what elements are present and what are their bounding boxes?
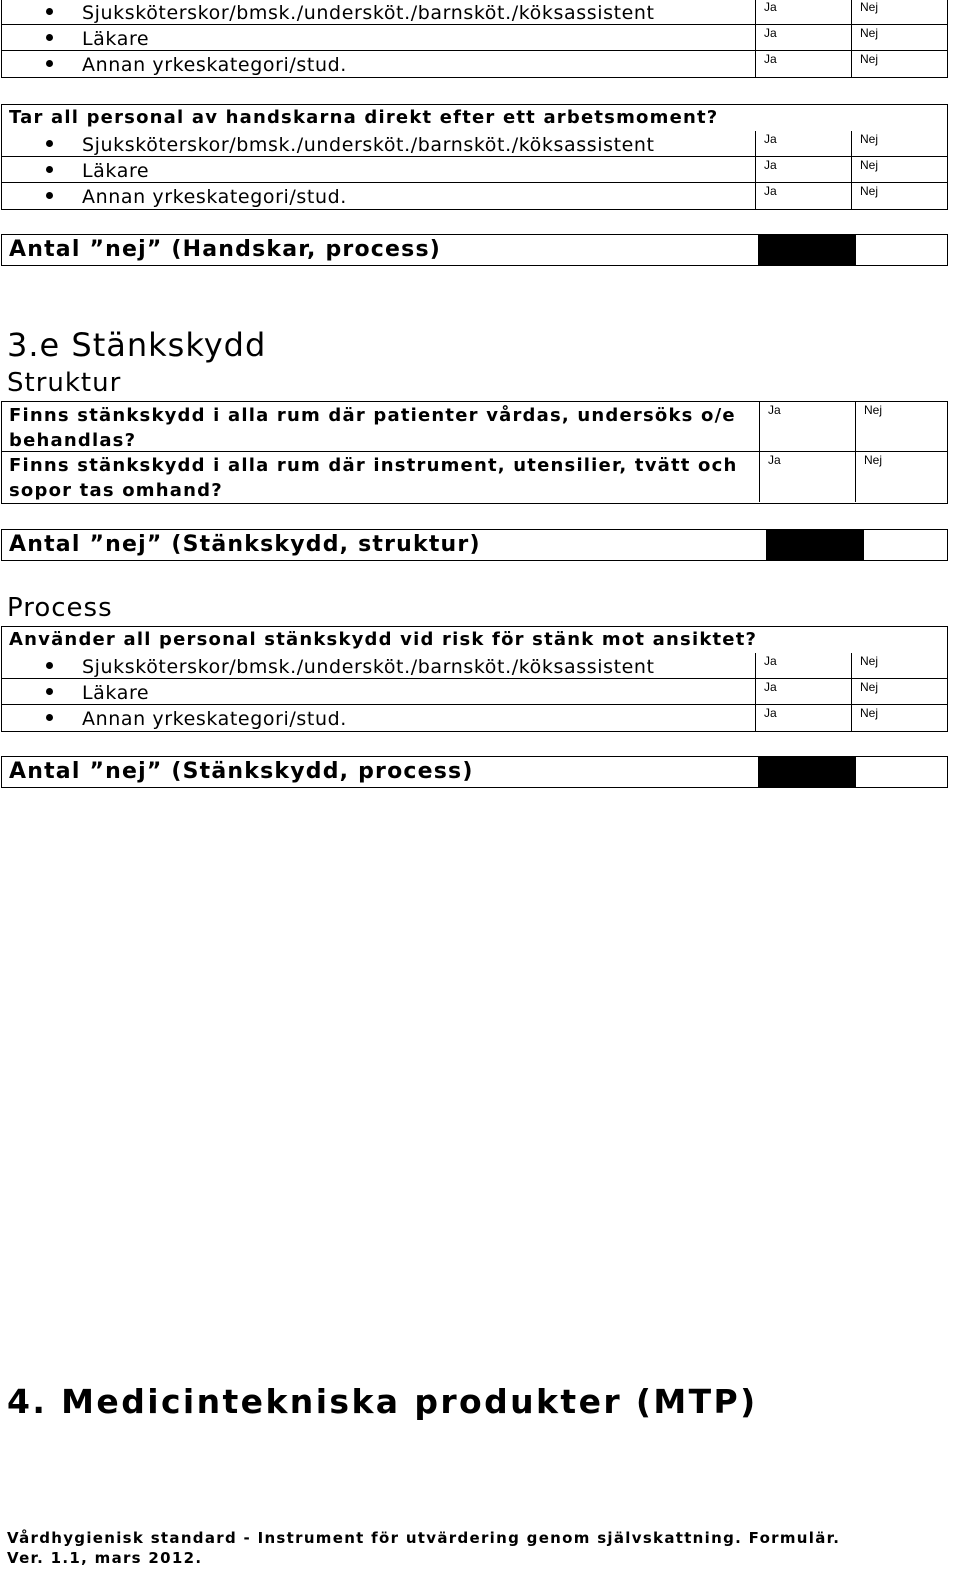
question-row	[2, 105, 947, 131]
ja-label: Ja	[764, 26, 777, 40]
process-table	[1, 626, 948, 732]
count-handskar-process	[1, 234, 948, 266]
staff-category-label: Sjuksköterskor/bmsk./undersköt./barnsköt./köksassistent	[82, 656, 655, 678]
ja-label: Ja	[764, 132, 777, 146]
count-label: Antal ”nej” (Handskar, process)	[9, 237, 441, 262]
nej-label: Nej	[864, 453, 883, 467]
staff-category-label: Annan yrkeskategori/stud.	[82, 708, 347, 730]
nej-label: Nej	[860, 706, 879, 720]
nej-option[interactable]	[851, 653, 947, 678]
table-row	[2, 679, 947, 705]
nej-label: Nej	[860, 158, 879, 172]
nej-option[interactable]	[855, 452, 947, 502]
ja-label: Ja	[764, 706, 777, 720]
count-label: Antal ”nej” (Stänkskydd, struktur)	[9, 532, 481, 557]
staff-category-label: Annan yrkeskategori/stud.	[82, 54, 347, 76]
bullet	[46, 166, 53, 173]
question-row	[2, 627, 947, 653]
nej-label: Nej	[860, 654, 879, 668]
nej-option[interactable]	[851, 25, 947, 50]
table-row	[2, 51, 947, 77]
table-row	[2, 25, 947, 51]
nej-option[interactable]	[851, 705, 947, 731]
nej-label: Nej	[860, 26, 879, 40]
ja-option[interactable]	[755, 653, 851, 678]
ja-label: Ja	[768, 453, 781, 467]
struktur-heading: Struktur	[7, 368, 122, 398]
nej-label: Nej	[860, 680, 879, 694]
count-input[interactable]	[855, 757, 947, 787]
ja-option[interactable]	[755, 131, 851, 156]
nej-option[interactable]	[851, 679, 947, 704]
shaded-cell	[758, 757, 856, 787]
nej-label: Nej	[864, 403, 883, 417]
ja-label: Ja	[764, 158, 777, 172]
handskar-top-table	[1, 0, 948, 78]
ja-label: Ja	[764, 52, 777, 66]
nej-label: Nej	[860, 0, 879, 14]
staff-category-label: Läkare	[82, 28, 150, 50]
question-row	[2, 402, 947, 452]
table-row	[2, 705, 947, 731]
staff-category-label: Läkare	[82, 682, 150, 704]
nej-label: Nej	[860, 52, 879, 66]
count-input[interactable]	[855, 235, 947, 265]
staff-category-label: Läkare	[82, 160, 150, 182]
table-row	[2, 653, 947, 679]
ja-option[interactable]	[759, 402, 855, 451]
nej-option[interactable]	[851, 51, 947, 77]
table-row	[2, 183, 947, 209]
section-title: 3.e Stänkskydd	[7, 326, 267, 364]
ja-label: Ja	[764, 184, 777, 198]
table-row	[2, 157, 947, 183]
footer-line-2: Ver. 1.1, mars 2012.	[7, 1549, 203, 1567]
count-stankskydd-struktur	[1, 529, 948, 561]
nej-option[interactable]	[851, 183, 947, 209]
ja-option[interactable]	[759, 452, 855, 502]
shaded-cell	[766, 530, 864, 560]
count-stankskydd-process	[1, 756, 948, 788]
nej-option[interactable]	[851, 157, 947, 182]
handskar-q2-table	[1, 104, 948, 210]
staff-category-label: Sjuksköterskor/bmsk./undersköt./barnsköt./köksassistent	[82, 134, 655, 156]
nej-option[interactable]	[855, 402, 947, 451]
question-text: Använder all personal stänkskydd vid risk för stänk mot ansiktet?	[9, 629, 758, 650]
shaded-cell	[758, 235, 856, 265]
process-heading: Process	[7, 593, 113, 623]
ja-option[interactable]	[755, 25, 851, 50]
count-label: Antal ”nej” (Stänkskydd, process)	[9, 759, 474, 784]
count-input[interactable]	[859, 530, 947, 560]
bullet	[46, 192, 53, 199]
nej-option[interactable]	[851, 0, 947, 24]
ja-label: Ja	[768, 403, 781, 417]
ja-option[interactable]	[755, 679, 851, 704]
ja-option[interactable]	[755, 51, 851, 77]
ja-label: Ja	[764, 0, 777, 14]
struktur-table	[1, 401, 948, 504]
nej-option[interactable]	[851, 131, 947, 156]
table-row	[2, 0, 947, 25]
question-text: Tar all personal av handskarna direkt efter ett arbetsmoment?	[9, 107, 719, 128]
section-4-title: 4. Medicintekniska produkter (MTP)	[7, 1382, 758, 1421]
ja-option[interactable]	[755, 183, 851, 209]
staff-category-label: Annan yrkeskategori/stud.	[82, 186, 347, 208]
bullet	[46, 662, 53, 669]
table-row	[2, 131, 947, 157]
question-text: Finns stänkskydd i alla rum där instrument, utensilier, tvätt och sopor tas omhand?	[9, 455, 738, 501]
bullet	[46, 714, 53, 721]
bullet	[46, 60, 53, 67]
bullet	[46, 140, 53, 147]
footer-line-1: Vårdhygienisk standard - Instrument för utvärdering genom självskattning. Formulär.	[7, 1529, 841, 1547]
question-row	[2, 452, 947, 502]
ja-label: Ja	[764, 654, 777, 668]
staff-category-label: Sjuksköterskor/bmsk./undersköt./barnsköt./köksassistent	[82, 2, 655, 24]
bullet	[46, 34, 53, 41]
ja-label: Ja	[764, 680, 777, 694]
nej-label: Nej	[860, 132, 879, 146]
ja-option[interactable]	[755, 157, 851, 182]
bullet	[46, 8, 53, 15]
question-text: Finns stänkskydd i alla rum där patienter vårdas, undersöks o/e behandlas?	[9, 405, 736, 451]
nej-label: Nej	[860, 184, 879, 198]
ja-option[interactable]	[755, 705, 851, 731]
ja-option[interactable]	[755, 0, 851, 24]
bullet	[46, 688, 53, 695]
